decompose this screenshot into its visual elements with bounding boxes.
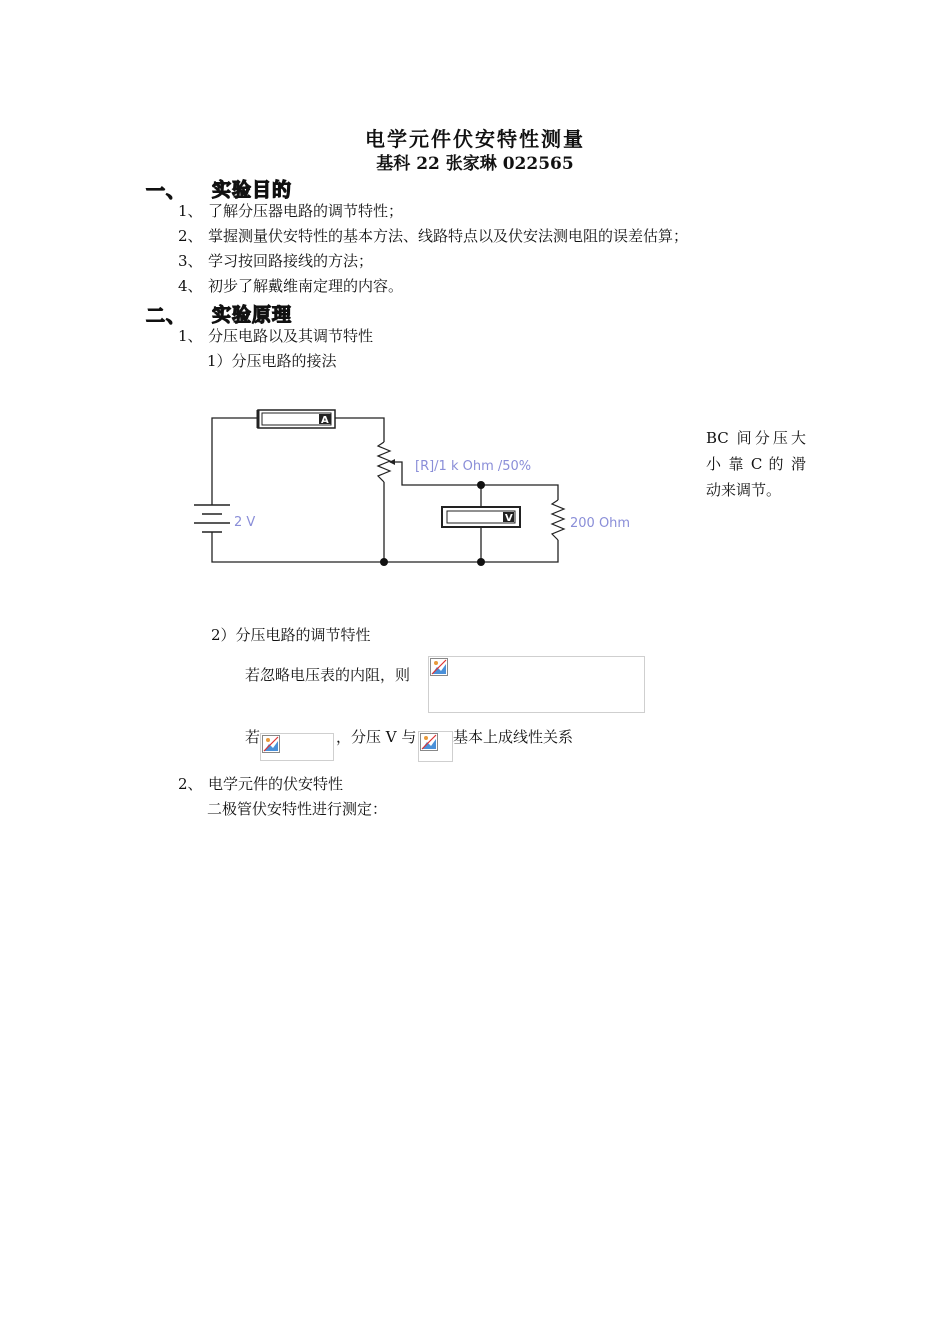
section1-heading: 实验目的 — [212, 179, 293, 201]
list-text: 电学元件的伏安特性 — [208, 775, 344, 793]
paragraph-condition: 若忽略电压表的内阻，则 — [245, 666, 411, 684]
list-item — [178, 276, 403, 296]
potentiometer-symbol — [378, 442, 390, 482]
paragraph-linear-prefix: 若 — [245, 728, 261, 746]
list-number: 2、 — [178, 227, 203, 245]
voltage-divider-circuit — [180, 400, 660, 580]
list-number: 2、 — [178, 775, 203, 793]
voltmeter-label: V — [505, 513, 513, 524]
battery-label: 2 V — [234, 515, 256, 530]
ammeter-label: A — [321, 415, 329, 426]
document-title: 电学元件伏安特性测量 — [365, 127, 585, 151]
side-note-line: BC 间分压大 — [706, 429, 806, 447]
junction-dot — [477, 481, 485, 489]
diode-measurement-line: 二极管伏安特性进行测定： — [207, 800, 388, 818]
resistor-symbol — [552, 500, 564, 540]
broken-image-icon — [262, 735, 280, 753]
list-text: 掌握测量伏安特性的基本方法、线路特点以及伏安法测电阻的误差估算； — [208, 227, 689, 245]
list-text: 了解分压器电路的调节特性； — [208, 202, 404, 220]
list-number: 1、 — [178, 327, 203, 345]
subheading-wiring: 1）分压电路的接法 — [207, 352, 337, 370]
formula-image — [260, 733, 334, 761]
junction-dot — [477, 558, 485, 566]
list-item — [178, 774, 343, 794]
potentiometer-label: [R]/1 k Ohm /50% — [415, 459, 532, 474]
list-number: 4、 — [178, 277, 203, 295]
junction-dot — [380, 558, 388, 566]
battery-symbol — [194, 505, 230, 532]
list-item — [178, 326, 373, 346]
list-text: 分压电路以及其调节特性 — [208, 327, 374, 345]
list-item — [178, 201, 403, 221]
side-note-line: 动来调节。 — [706, 481, 782, 499]
list-item — [178, 226, 688, 246]
section2-number: 二、 — [146, 305, 187, 327]
section2-heading: 实验原理 — [212, 304, 293, 326]
list-number: 1、 — [178, 202, 203, 220]
paragraph-linear-suffix: 基本上成线性关系 — [453, 728, 574, 746]
list-number: 3、 — [178, 252, 203, 270]
subheading-regulation: 2）分压电路的调节特性 — [211, 626, 371, 644]
section1-number: 一、 — [146, 180, 187, 202]
paragraph-linear-mid: ，分压 V 与 — [336, 728, 417, 746]
formula-image — [428, 656, 645, 713]
broken-image-icon — [430, 658, 448, 676]
broken-image-icon — [420, 733, 438, 751]
list-text: 学习按回路接线的方法； — [208, 252, 374, 270]
formula-image — [418, 731, 453, 762]
side-note-line: 小 靠 C 的 滑 — [706, 455, 806, 473]
author-line: 基科 22 张家琳 022565 — [376, 154, 574, 174]
resistor-label: 200 Ohm — [570, 516, 631, 531]
list-item — [178, 251, 373, 271]
side-note — [706, 425, 806, 503]
list-text: 初步了解戴维南定理的内容。 — [208, 277, 404, 295]
